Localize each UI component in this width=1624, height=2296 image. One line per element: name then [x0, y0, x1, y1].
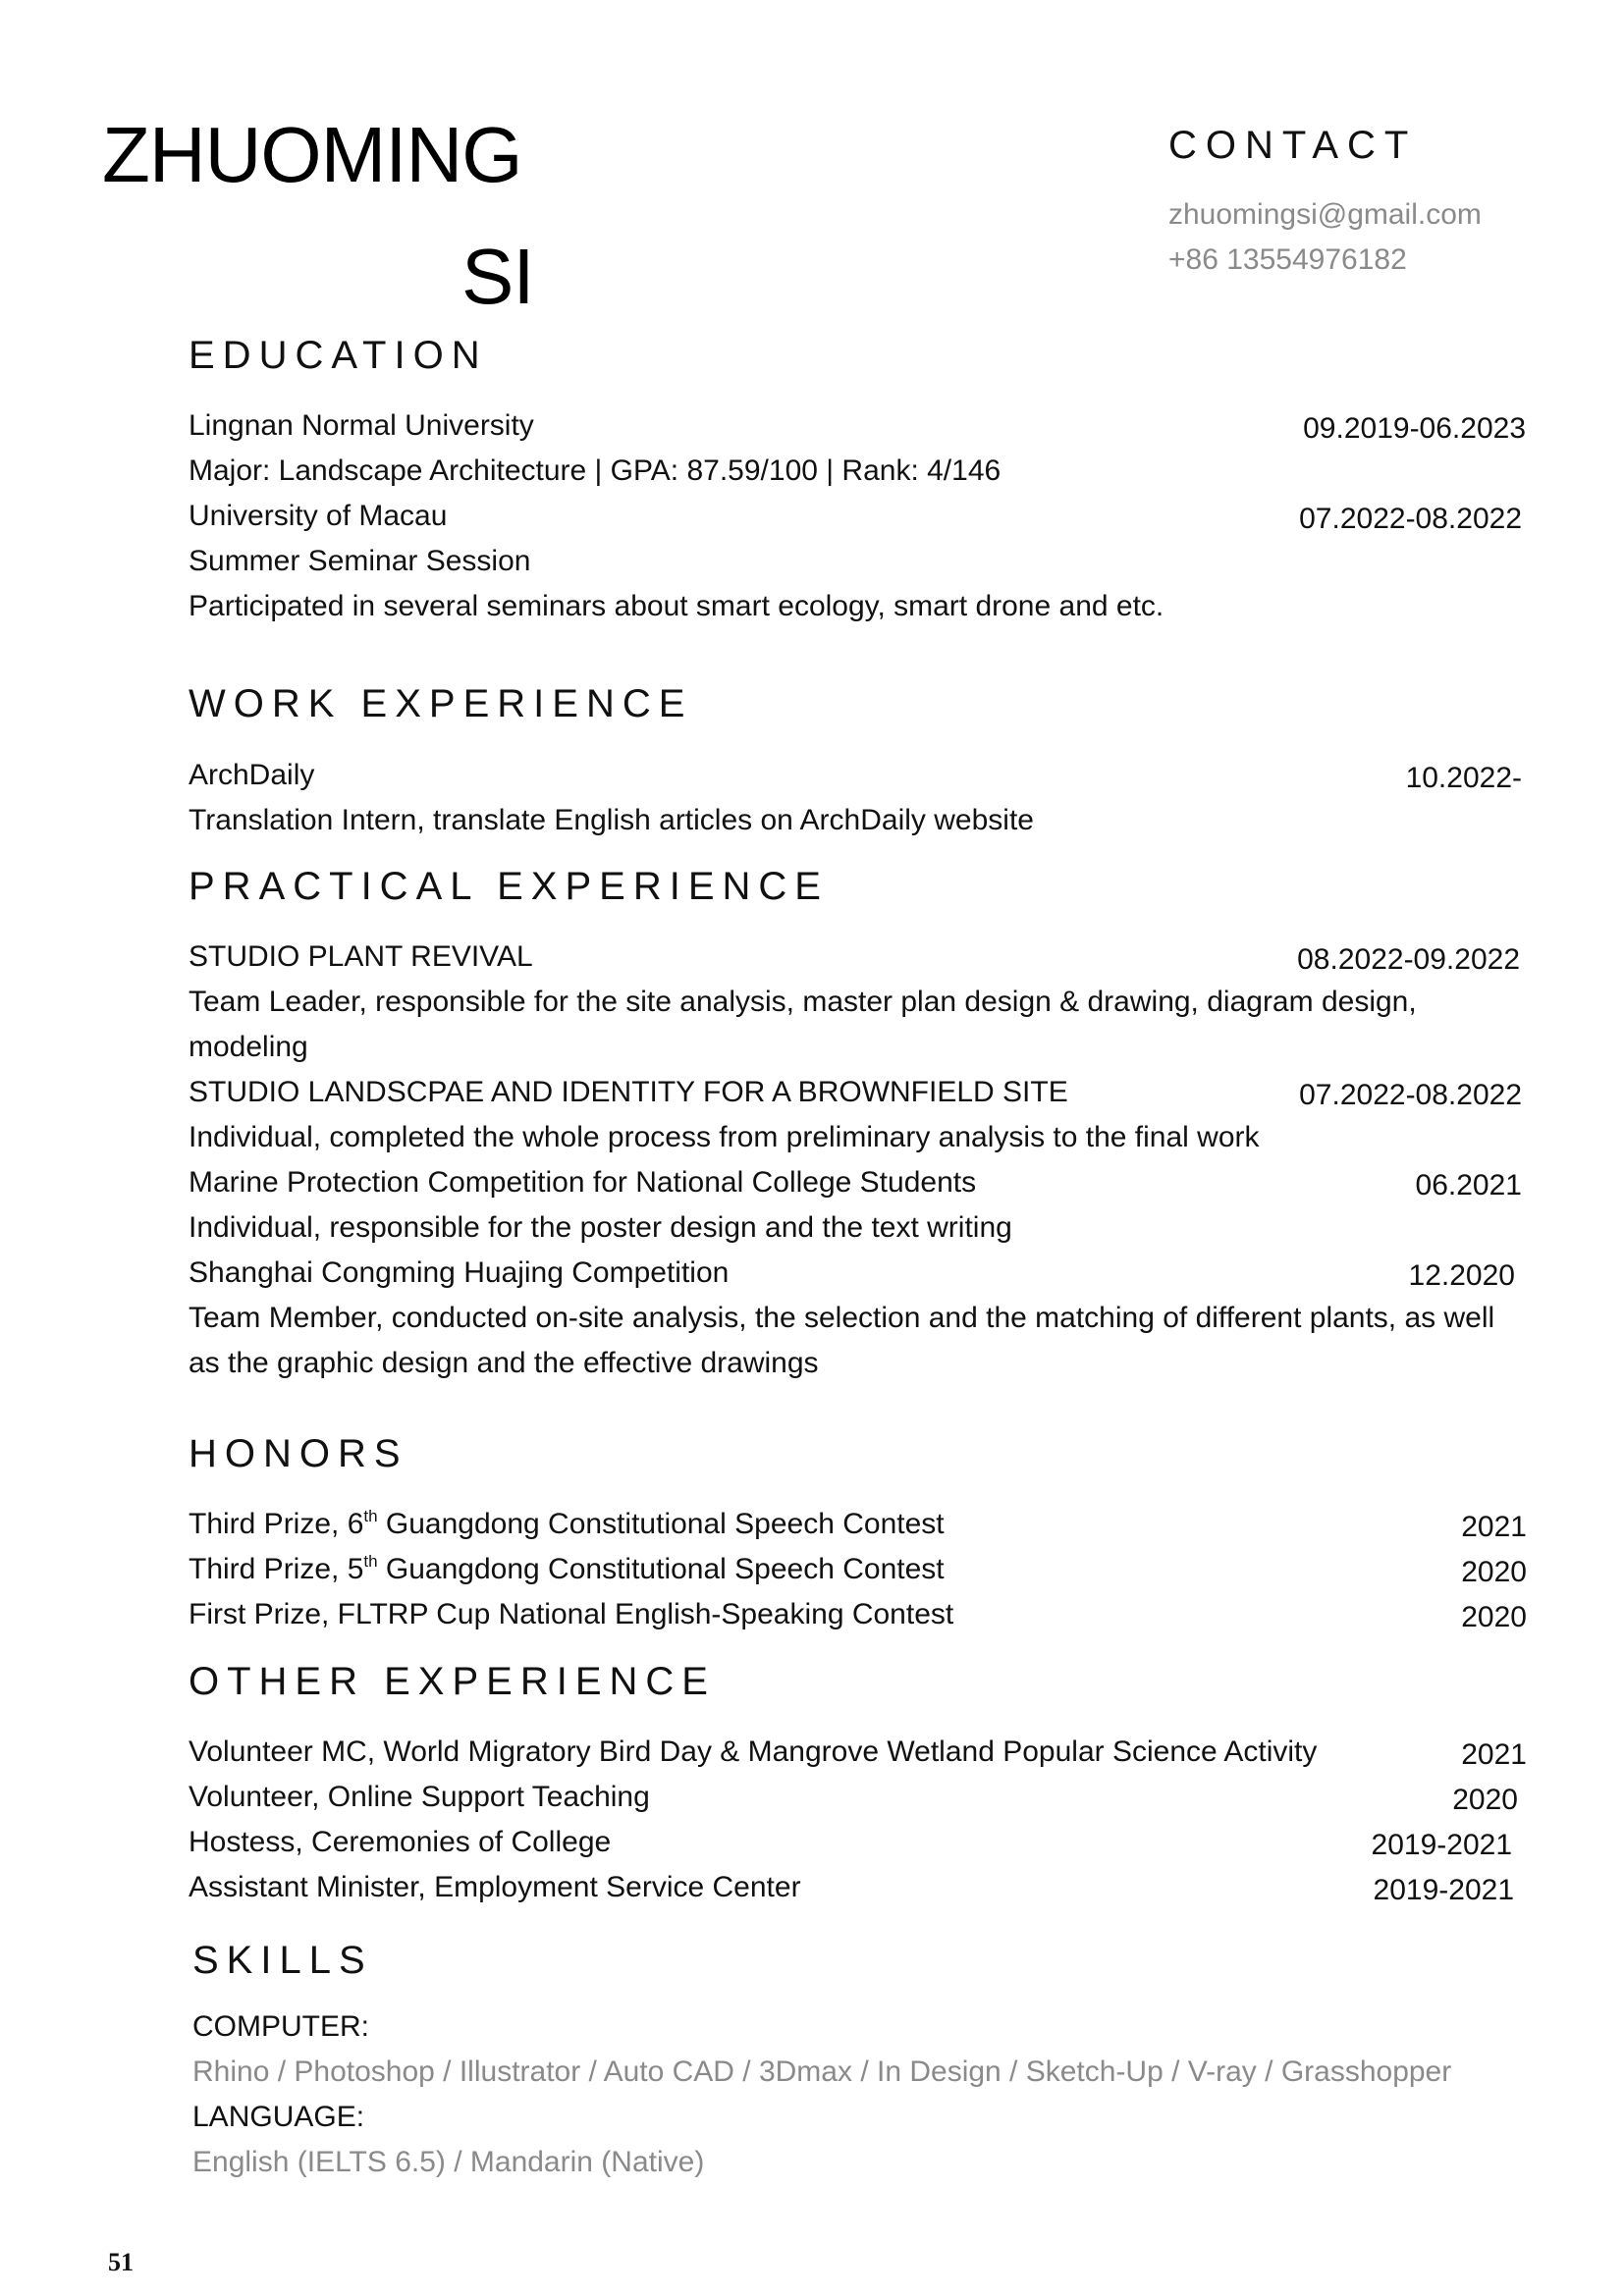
- education-entry-title: Lingnan Normal University: [189, 409, 534, 442]
- practical-entry-date: 06.2021: [1415, 1169, 1522, 1201]
- honor-entry: [189, 1551, 945, 1588]
- practical-entry-date: 12.2020: [1408, 1259, 1515, 1292]
- other-entry-title: Volunteer MC, World Migratory Bird Day & Mangrove Wetland Popular Science Activity: [189, 1735, 1318, 1768]
- work-entry-title: ArchDaily: [189, 759, 315, 791]
- other-entry-date: 2019-2021: [1371, 1829, 1512, 1861]
- honor-title: Third Prize, 6: [189, 1508, 364, 1540]
- work-heading: WORK EXPERIENCE: [189, 682, 693, 725]
- practical-entry-detail: Individual, completed the whole process from preliminary analysis to the final work: [189, 1121, 1260, 1153]
- contact-email: zhuomingsi@gmail.com: [1168, 198, 1482, 231]
- contact-heading: CONTACT: [1168, 124, 1418, 167]
- education-entry-date: 07.2022-08.2022: [1299, 503, 1522, 535]
- honor-ordinal-suffix: th: [363, 1507, 378, 1525]
- practical-entry-detail: Team Member, conducted on-site analysis, the selection and the matching of different plants, as well as the graphic design and the effective drawings: [189, 1302, 1495, 1379]
- page-number: 51: [108, 2248, 134, 2276]
- education-entry-date: 09.2019-06.2023: [1303, 412, 1526, 445]
- other-entry-title: Volunteer, Online Support Teaching: [189, 1781, 650, 1813]
- practical-entry-date: 07.2022-08.2022: [1299, 1079, 1522, 1111]
- education-entry-detail: Major: Landscape Architecture | GPA: 87.59/100 | Rank: 4/146: [189, 454, 1001, 487]
- education-heading: EDUCATION: [189, 334, 488, 377]
- other-entry-date: 2021: [1461, 1738, 1527, 1771]
- practical-entry-detail: Team Leader, responsible for the site analysis, master plan design & drawing, diagram design, modeling: [189, 986, 1417, 1063]
- honor-title-rest: Guangdong Constitutional Speech Contest: [377, 1553, 945, 1585]
- practical-entry-title: STUDIO LANDSCPAE AND IDENTITY FOR A BROWNFIELD SITE: [189, 1076, 1068, 1108]
- honor-title: First Prize, FLTRP Cup National English-Speaking Contest: [189, 1598, 954, 1630]
- other-entry-title: Assistant Minister, Employment Service Center: [189, 1871, 801, 1903]
- practical-entry-detail: Individual, responsible for the poster design and the text writing: [189, 1211, 1012, 1244]
- other-entry-date: 2019-2021: [1373, 1874, 1514, 1906]
- honor-title-rest: Guangdong Constitutional Speech Contest: [377, 1508, 945, 1540]
- skills-language-value: English (IELTS 6.5) / Mandarin (Native): [192, 2146, 705, 2178]
- practical-entry-title: Marine Protection Competition for National College Students: [189, 1166, 977, 1199]
- honor-title: Third Prize, 5: [189, 1553, 364, 1585]
- education-entry-detail: Participated in several seminars about smart ecology, smart drone and etc.: [189, 590, 1164, 622]
- other-entry-title: Hostess, Ceremonies of College: [189, 1826, 612, 1858]
- honor-date: 2020: [1461, 1601, 1527, 1633]
- practical-entry-title: STUDIO PLANT REVIVAL: [189, 940, 533, 973]
- honors-heading: HONORS: [189, 1432, 408, 1475]
- skills-language-label: LANGUAGE:: [192, 2101, 365, 2133]
- contact-phone: +86 13554976182: [1168, 243, 1407, 276]
- skills-computer-label: COMPUTER:: [192, 2010, 369, 2043]
- practical-heading: PRACTICAL EXPERIENCE: [189, 865, 829, 908]
- honor-ordinal-suffix: th: [363, 1552, 378, 1571]
- honor-date: 2020: [1461, 1556, 1527, 1588]
- work-entry-date: 10.2022-: [1405, 762, 1522, 794]
- other-entry-date: 2020: [1452, 1784, 1518, 1816]
- name-first: ZHUOMING: [102, 111, 522, 198]
- other-heading: OTHER EXPERIENCE: [189, 1660, 716, 1703]
- work-entry-detail: Translation Intern, translate English articles on ArchDaily website: [189, 804, 1034, 836]
- name-last: SI: [461, 233, 534, 320]
- honor-date: 2021: [1461, 1511, 1527, 1543]
- education-entry-detail: Summer Seminar Session: [189, 545, 531, 577]
- practical-entry-title: Shanghai Congming Huajing Competition: [189, 1256, 730, 1289]
- education-entry-title: University of Macau: [189, 500, 448, 532]
- honor-entry: [189, 1506, 945, 1543]
- skills-heading: SKILLS: [192, 1939, 373, 1982]
- skills-computer-value: Rhino / Photoshop / Illustrator / Auto CAD / 3Dmax / In Design / Sketch-Up / V-ray / Grasshopper: [192, 2056, 1452, 2088]
- practical-entry-date: 08.2022-09.2022: [1297, 943, 1520, 976]
- honor-entry: [189, 1596, 953, 1633]
